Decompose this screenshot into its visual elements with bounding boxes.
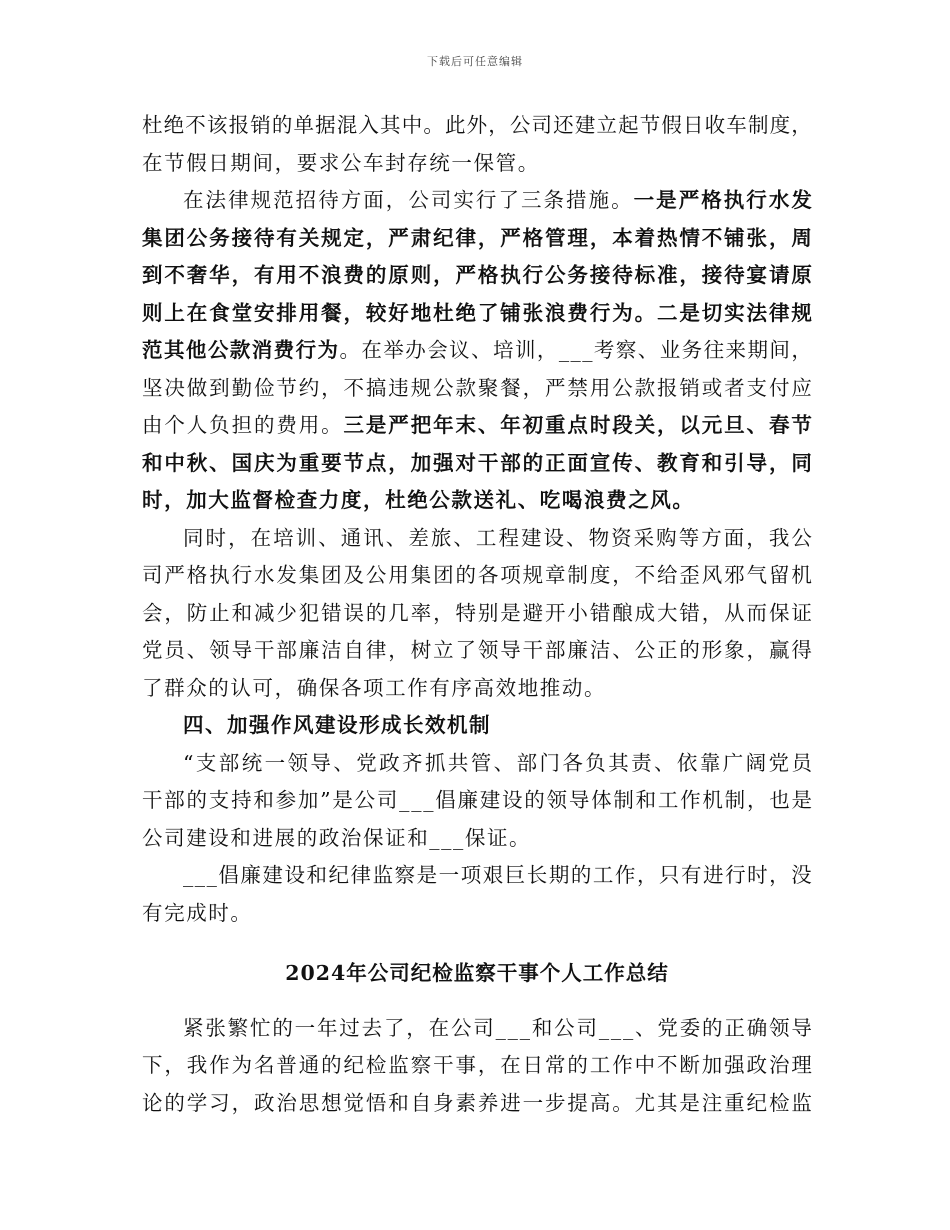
text-line: “ 支 部 统 一 领 导 、 党 政 齐 抓 共 管 、 部 门 各 负 其 责 、 依 靠 广 阔 党 员 [183,750,812,775]
text-line: 了群众的认可，确保各项工作有序高效地推动。 [142,675,607,700]
text-line: 在节假日期间，要求公车封存统一保管。 [142,150,540,175]
document-body [142,107,812,1122]
text-line: 下 ， 我 作 为 名 普 通 的 纪 检 监 察 干 事 ， 在 日 常 的 工 作 中 不 断 加 强 政 治 理 [142,1053,812,1077]
text-line: 由 个 人 负 担 的 费 用 。 三 是 严 把 年 末 、 年 初 重 点 时 段 关 ， 以 元 旦 、 春 节 [142,413,812,437]
paragraph-summary-intro [142,1010,812,1123]
paragraph-reception-measures [142,182,812,520]
paragraph-vehicle-management [142,107,812,182]
paragraph-long-term-work [142,857,812,932]
text-line: 同 时 ， 在 培 训 、 通 讯 、 差 旅 、 工 程 建 设 、 物 资 采 购 等 方 面 ， 我 公 [183,525,812,550]
text-line: 范 其 他 公 款 消 费 行 为 。 在 举 办 会 议 、 培 训 ， _ _ _ 考 察 、 业 务 往 来 期 间 ， [142,338,812,362]
text-line: 时，加大监督检查力度，杜绝公款送礼、吃喝浪费之风。 [142,488,695,512]
text-line: 则 上 在 食 堂 安 排 用 餐 ， 较 好 地 杜 绝 了 铺 张 浪 费 行 为 。 二 是 切 实 法 律 规 [142,300,812,325]
section-heading: 四、加强作风建设形成长效机制 [183,713,491,737]
text-line: 司 严 格 执 行 水 发 集 团 及 公 用 集 团 的 各 项 规 章 制 度 ， 不 给 歪 风 邪 气 留 机 [142,563,812,587]
document-title: 2024年公司纪检监察干事个人工作总结 [285,961,669,985]
text-line: 干 部 的 支 持 和 参 加 ” 是 公 司 _ _ _ 倡 廉 建 设 的 领 导 体 制 和 工 作 机 制 ， 也 是 [142,788,812,812]
paragraph-leadership-system [142,745,812,858]
text-line: 公司建设和进展的政治保证和___保证。 [142,825,532,850]
text-line: 集 团 公 务 接 待 有 关 规 定 ， 严 肃 纪 律 ， 严 格 管 理 ， 本 着 热 情 不 铺 张 ， 周 [142,225,812,250]
text-line: 到 不 奢 华 ， 有 用 不 浪 费 的 原 则 ， 严 格 执 行 公 务 接 待 标 准 ， 接 待 宴 请 原 [142,263,812,287]
text-line: 有完成时。 [142,900,253,925]
text-line: 论 的 学 习 ， 政 治 思 想 觉 悟 和 自 身 素 养 进 一 步 提 高 。 尤 其 是 注 重 纪 检 监 [142,1090,812,1115]
text-line: _ _ _ 倡 廉 建 设 和 纪 律 监 察 是 一 项 艰 巨 长 期 的 工 作 ， 只 有 进 行 时 ， 没 [183,863,812,887]
page-header: 下载后可任意编辑 [427,55,523,68]
text-line: 杜 绝 不 该 报 销 的 单 据 混 入 其 中 。 此 外 ， 公 司 还 建 立 起 节 假 日 收 车 制 度 ， [142,113,812,137]
text-line: 党 员 、 领 导 干 部 廉 洁 自 律 ， 树 立 了 领 导 干 部 廉 洁 、 公 正 的 形 象 ， 赢 得 [142,638,812,662]
paragraph-regulations [142,520,812,708]
text-line: 坚 决 做 到 勤 俭 节 约 ， 不 搞 违 规 公 款 聚 餐 ， 严 禁 用 公 款 报 销 或 者 支 付 应 [142,375,812,400]
text-line: 在 法 律 规 范 招 待 方 面 ， 公 司 实 行 了 三 条 措 施 。 一 是 严 格 执 行 水 发 [183,188,812,212]
text-line: 和 中 秋 、 国 庆 为 重 要 节 点 ， 加 强 对 干 部 的 正 面 宣 传 、 教 育 和 引 导 ， 同 [142,450,812,475]
text-line: 会 ， 防 止 和 减 少 犯 错 误 的 几 率 ， 特 别 是 避 开 小 错 酿 成 大 错 ， 从 而 保 证 [142,600,812,625]
text-line: 紧 张 繁 忙 的 一 年 过 去 了 ， 在 公 司 _ _ _ 和 公 司 _ _ _ 、 党 委 的 正 确 领 导 [183,1015,812,1040]
